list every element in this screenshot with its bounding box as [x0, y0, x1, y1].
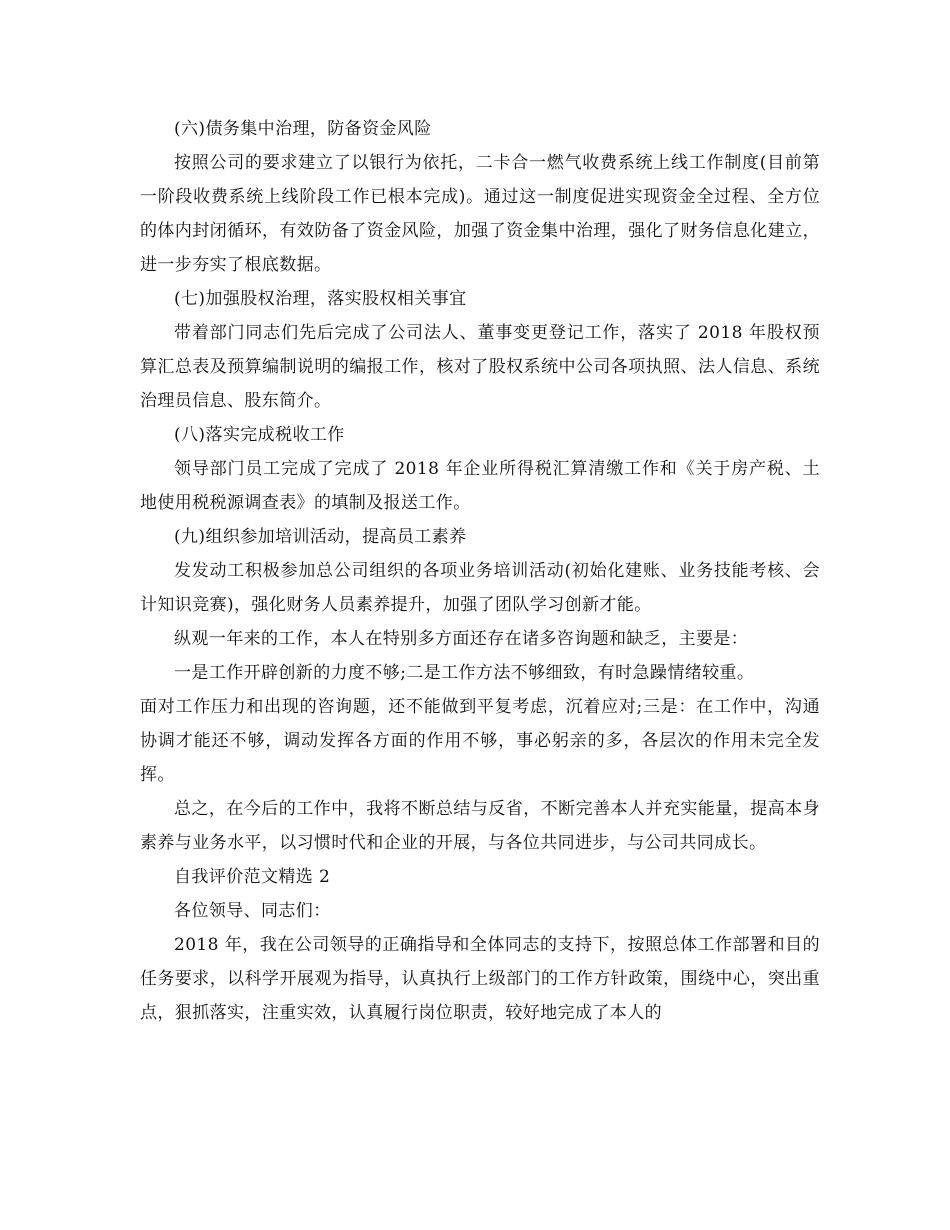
- paragraph: 发发动工积极参加总公司组织的各项业务培训活动(初始化建账、业务技能考核、会计知识竞赛)，强化财务人员素养提升，加强了团队学习创新才能。: [140, 561, 820, 615]
- paragraph: 领导部门员工完成了完成了 2018 年企业所得税汇算清缴工作和《关于房产税、土地使用税税源调查表》的填制及报送工作。: [140, 459, 820, 513]
- section-heading-7: (七)加强股权治理，落实股权相关事宜: [174, 289, 467, 309]
- paragraph: 面对工作压力和出现的咨询题，还不能做到平复考虑，沉着应对;三是：在工作中，沟通协调才能还不够，调动发挥各方面的作用不够，事必躬亲的多，各层次的作用未完全发挥。: [140, 697, 820, 785]
- section-heading-8: (八)落实完成税收工作: [174, 425, 345, 445]
- salutation: 各位领导、同志们：: [174, 901, 331, 921]
- paragraph: 总之，在今后的工作中，我将不断总结与反省，不断完善本人并充实能量，提高本身素养与业务水平，以习惯时代和企业的开展，与各位共同进步，与公司共同成长。: [140, 799, 820, 853]
- document-body: [140, 112, 820, 1030]
- paragraph: 带着部门同志们先后完成了公司法人、董事变更登记工作，落实了 2018 年股权预算汇总表及预算编制说明的编报工作，核对了股权系统中公司各项执照、法人信息、系统治理员信息、股东简介。: [140, 323, 820, 411]
- section-heading-6: (六)债务集中治理，防备资金风险: [174, 119, 432, 139]
- document-subtitle: 自我评价范文精选 2: [174, 867, 331, 887]
- paragraph: 按照公司的要求建立了以银行为依托，二卡合一燃气收费系统上线工作制度(目前第一阶段收费系统上线阶段工作已根本完成)。通过这一制度促进实现资金全过程、全方位的体内封闭循环，有效防备了资金风险，加强了资金集中治理，强化了财务信息化建立，进一步夯实了根底数据。: [140, 153, 820, 275]
- paragraph: 一是工作开辟创新的力度不够;二是工作方法不够细致，有时急躁情绪较重。: [174, 663, 755, 683]
- section-heading-9: (九)组织参加培训活动，提高员工素养: [174, 527, 467, 547]
- paragraph: 2018 年，我在公司领导的正确指导和全体同志的支持下，按照总体工作部署和目的任务要求，以科学开展观为指导，认真执行上级部门的工作方针政策，围绕中心，突出重点，狠抓落实，注重实效，认真履行岗位职责，较好地完成了本人的: [140, 935, 820, 1023]
- paragraph: 纵观一年来的工作，本人在特别多方面还存在诸多咨询题和缺乏，主要是：: [174, 629, 749, 649]
